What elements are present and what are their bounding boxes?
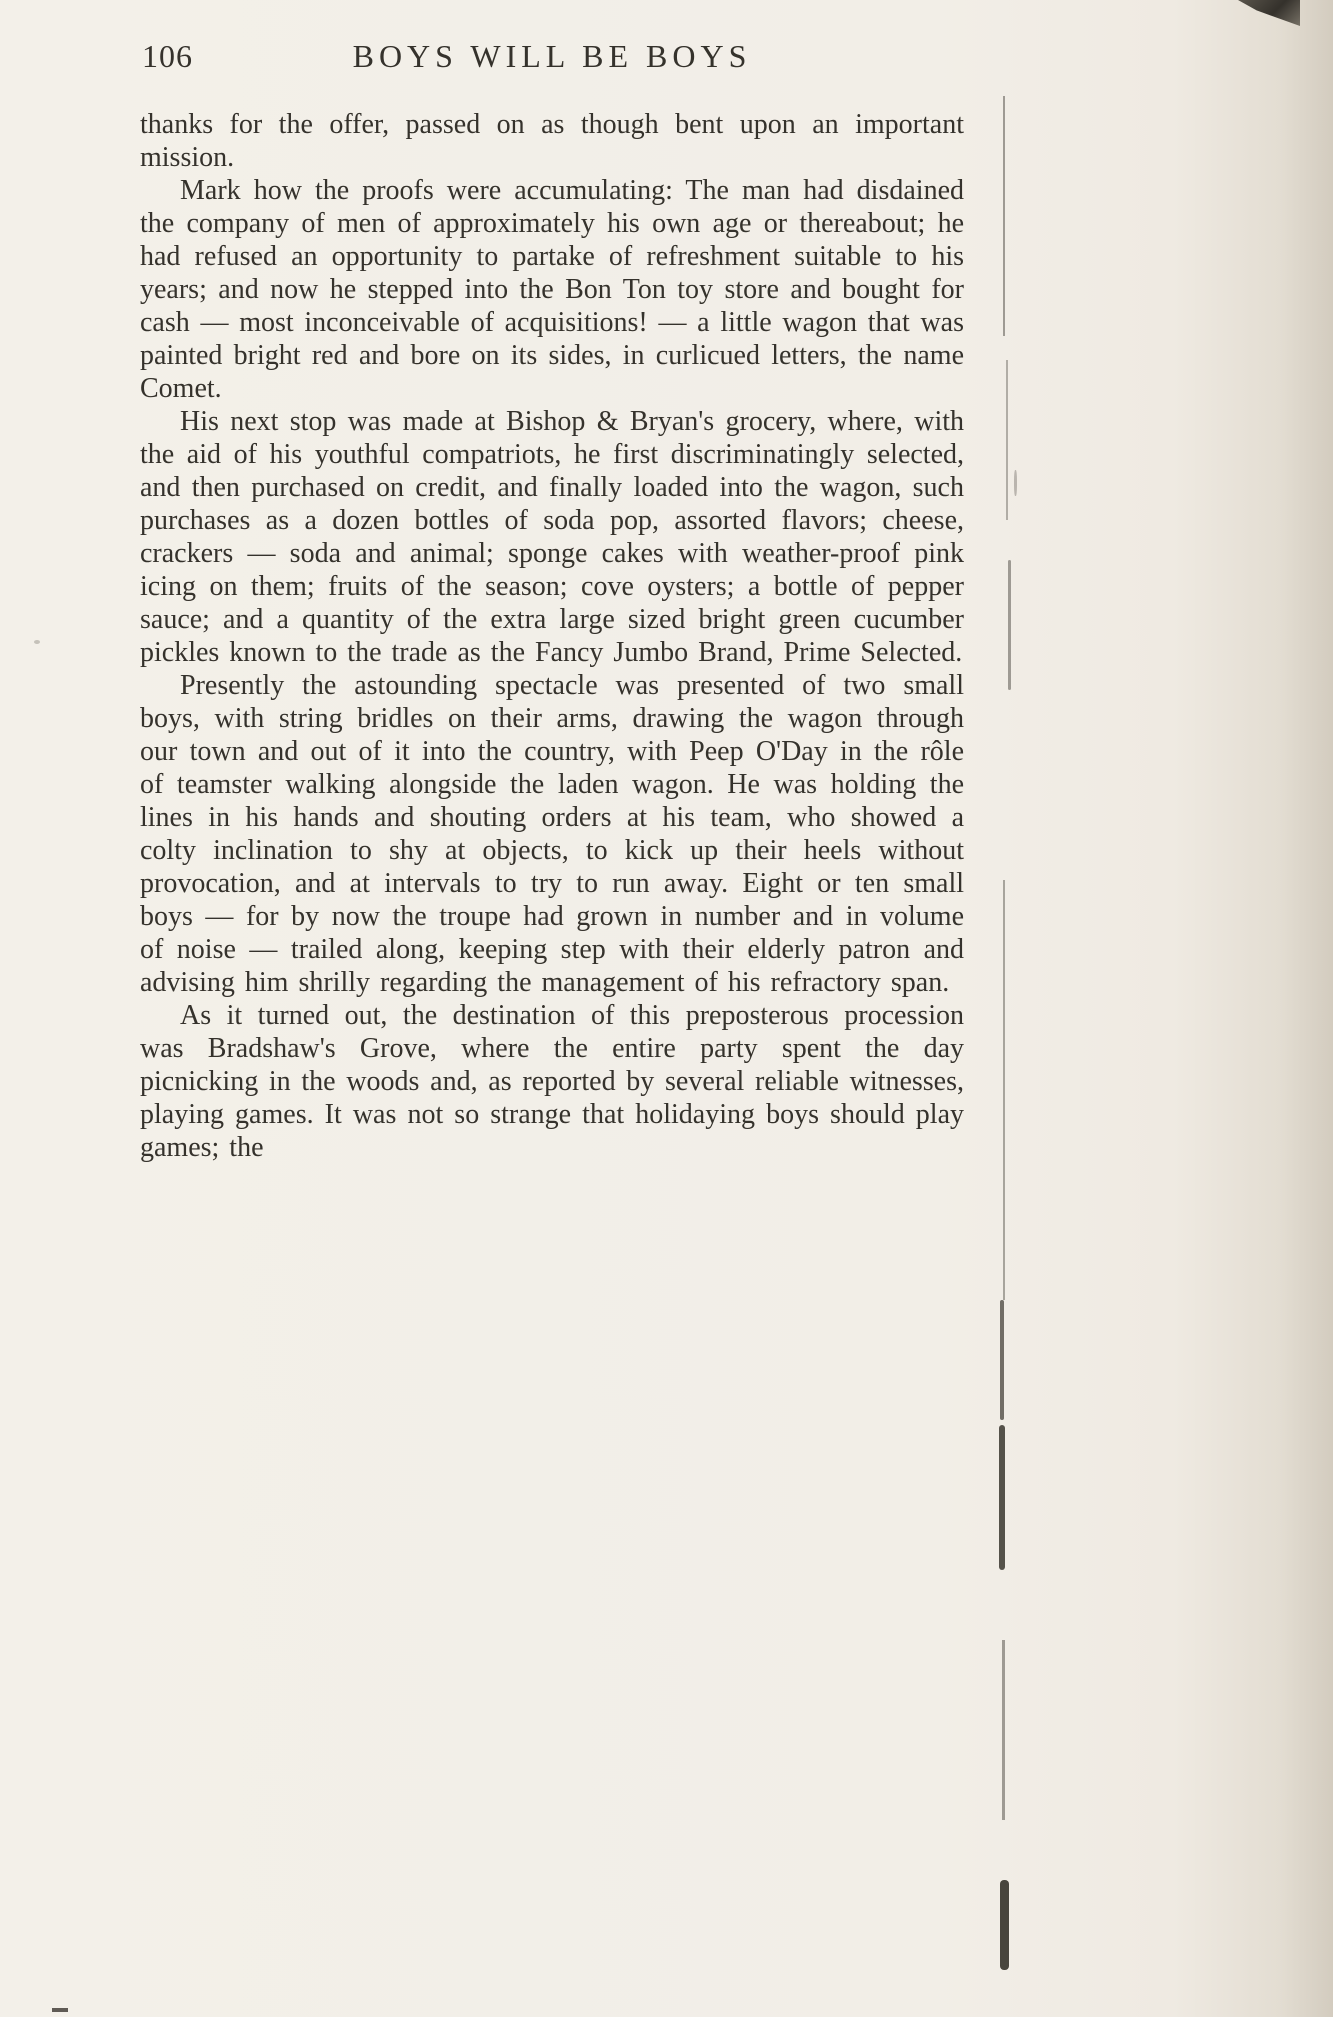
paragraph: As it turned out, the destination of this preposterous procession was Bradshaw's Grove, where the entire party spent the day picnicking in the woods and, as reported by several reliable witnesses, playing games. It was not so strange that holidaying boys should play games; the — [140, 1000, 964, 1163]
scan-dash-mark — [52, 2008, 68, 2012]
scan-corner-mark — [1238, 0, 1300, 26]
running-head — [140, 38, 964, 84]
scan-artifact-line — [999, 1425, 1005, 1570]
paragraph-continuation: thanks for the offer, passed on as though bent upon an important mission. — [140, 109, 964, 173]
scan-artifact-line — [1003, 96, 1005, 336]
scan-artifact-line — [1000, 1880, 1009, 1970]
scan-artifact-line — [1006, 360, 1008, 520]
running-title: BOYS WILL BE BOYS — [352, 38, 752, 74]
page-number: 106 — [142, 38, 193, 74]
scan-artifact-line — [1003, 880, 1005, 1300]
body-text — [140, 108, 964, 1164]
text-block — [140, 38, 964, 1164]
paragraph: Presently the astounding spectacle was presented of two small boys, with string bridles on their arms, drawing the wagon through our town and out of it into the country, with Peep O'Day in the rôle of teamster walking alongside the laden wagon. He was holding the lines in his hands and shouting orders at his team, who showed a colty inclination to shy at objects, to kick up their heels without provocation, and at intervals to try to run away. Eight or ten small boys — for by now the troupe had grown in number and in volume of noise — trailed along, keeping step with their elderly patron and advising him shrilly regarding the management of his refractory span. — [140, 670, 964, 998]
scan-artifact-line — [1008, 560, 1011, 690]
paragraph: Mark how the proofs were accumulating: The man had disdained the company of men of approximately his own age or thereabout; he had refused an opportunity to partake of refreshment suitable to his years; and now he stepped into the Bon Ton toy store and bought for cash — most inconceivable of acquisitions! — a little wagon that was painted bright red and bore on its sides, in curlicued letters, the name Comet. — [140, 175, 964, 404]
scan-smudge — [1014, 470, 1017, 496]
paragraph: His next stop was made at Bishop & Bryan's grocery, where, with the aid of his youthful compatriots, he first discriminatingly selected, and then purchased on credit, and finally loaded into the wagon, such purchases as a dozen bottles of soda pop, assorted flavors; cheese, crackers — soda and animal; sponge cakes with weather-proof pink icing on them; fruits of the season; cove oysters; a bottle of pepper sauce; and a quantity of the extra large sized bright green cucumber pickles known to the trade as the Fancy Jumbo Brand, Prime Selected. — [140, 406, 964, 668]
scan-artifact-line — [1000, 1300, 1004, 1420]
scan-artifact-line — [1002, 1640, 1005, 1820]
scan-smudge — [34, 640, 40, 644]
